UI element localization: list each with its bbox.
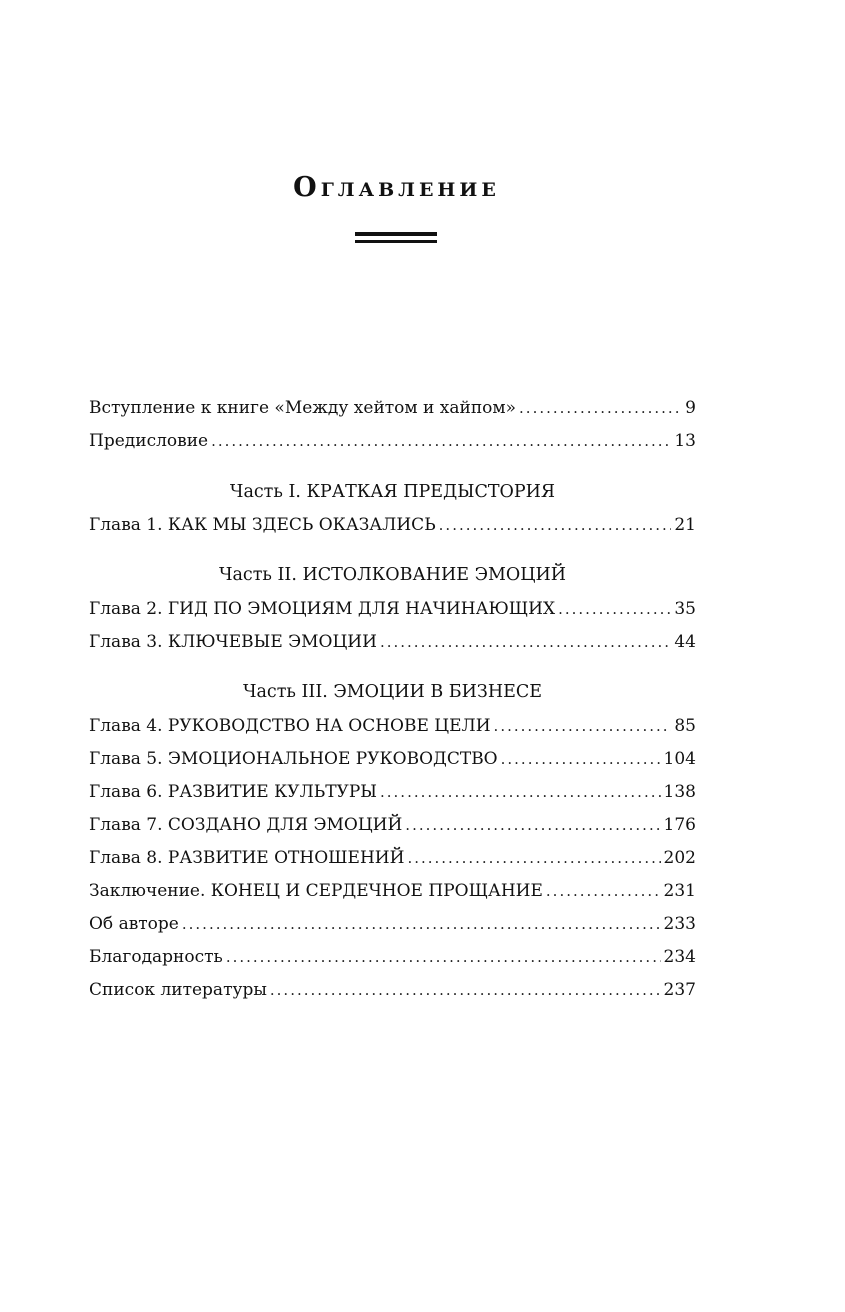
title-double-rule: [355, 232, 437, 244]
toc-entry-label: Список литературы: [89, 980, 267, 1000]
table-of-contents: [89, 392, 696, 1007]
toc-entry-bibliography[interactable]: [89, 974, 696, 1007]
toc-entry-preface[interactable]: [89, 425, 696, 458]
dot-leader: [558, 593, 671, 626]
toc-entry-page: 231: [663, 881, 696, 901]
toc-entry-page: 85: [674, 716, 696, 736]
toc-entry-label: Глава 5. ЭМОЦИОНАЛЬНОЕ РУКОВОДСТВО: [89, 749, 498, 769]
toc-entry-label: Глава 7. СОЗДАНО ДЛЯ ЭМОЦИЙ: [89, 815, 403, 835]
toc-entry-chapter-8[interactable]: [89, 842, 696, 875]
dot-leader: [501, 743, 661, 776]
toc-entry-page: 35: [674, 599, 696, 619]
title-rule-thin: [355, 240, 437, 243]
toc-entry-label: Глава 6. РАЗВИТИЕ КУЛЬТУРЫ: [89, 782, 377, 802]
dot-leader: [405, 809, 660, 842]
toc-entry-chapter-6[interactable]: [89, 776, 696, 809]
toc-entry-chapter-3[interactable]: [89, 626, 696, 659]
part-heading-2: Часть II. ИСТОЛКОВАНИЕ ЭМОЦИЙ: [218, 565, 567, 585]
dot-leader: [494, 710, 672, 743]
toc-entry-label: Глава 4. РУКОВОДСТВО НА ОСНОВЕ ЦЕЛИ: [89, 716, 491, 736]
part-heading-3: Часть III. ЭМОЦИИ В БИЗНЕСЕ: [242, 682, 543, 702]
toc-entry-page: 176: [663, 815, 696, 835]
dot-leader: [519, 392, 682, 425]
toc-entry-page: 233: [663, 914, 696, 934]
title-rule-thick: [355, 232, 437, 236]
toc-entry-acknowledgements[interactable]: [89, 941, 696, 974]
toc-entry-page: 21: [674, 515, 696, 535]
dot-leader: [182, 908, 661, 941]
toc-entry-label: Вступление к книге «Между хейтом и хайпом»: [89, 398, 517, 418]
toc-entry-page: 237: [663, 980, 696, 1000]
toc-entry-label: Глава 3. КЛЮЧЕВЫЕ ЭМОЦИИ: [89, 632, 377, 652]
toc-entry-label: Глава 2. ГИД ПО ЭМОЦИЯМ ДЛЯ НАЧИНАЮЩИХ: [89, 599, 556, 619]
toc-entry-label: Об авторе: [89, 914, 179, 934]
dot-leader: [270, 974, 661, 1007]
dot-leader: [546, 875, 661, 908]
toc-entry-about-author[interactable]: [89, 908, 696, 941]
toc-entry-page: 44: [674, 632, 696, 652]
toc-entry-chapter-4[interactable]: [89, 710, 696, 743]
dot-leader: [407, 842, 660, 875]
toc-entry-page: 13: [674, 431, 696, 451]
toc-entry-page: 234: [663, 947, 696, 967]
part-heading-1: Часть I. КРАТКАЯ ПРЕДЫСТОРИЯ: [229, 482, 556, 502]
dot-leader: [380, 776, 661, 809]
dot-leader: [226, 941, 661, 974]
toc-entry-label: Глава 1. КАК МЫ ЗДЕСЬ ОКАЗАЛИСЬ: [89, 515, 436, 535]
toc-entry-page: 9: [685, 398, 696, 418]
dot-leader: [380, 626, 671, 659]
toc-entry-page: 138: [663, 782, 696, 802]
toc-entry-label: Заключение. КОНЕЦ И СЕРДЕЧНОЕ ПРОЩАНИЕ: [89, 881, 543, 901]
toc-entry-chapter-7[interactable]: [89, 809, 696, 842]
toc-entry-chapter-5[interactable]: [89, 743, 696, 776]
toc-entry-label: Благодарность: [89, 947, 223, 967]
toc-entry-conclusion[interactable]: [89, 875, 696, 908]
page-title: Оглавление: [293, 172, 500, 203]
toc-entry-introduction[interactable]: [89, 392, 696, 425]
toc-entry-chapter-2[interactable]: [89, 593, 696, 626]
dot-leader: [439, 509, 672, 542]
toc-entry-page: 104: [663, 749, 696, 769]
toc-entry-label: Глава 8. РАЗВИТИЕ ОТНОШЕНИЙ: [89, 848, 405, 868]
dot-leader: [211, 425, 671, 458]
toc-entry-page: 202: [663, 848, 696, 868]
toc-entry-label: Предисловие: [89, 431, 209, 451]
toc-entry-chapter-1[interactable]: [89, 509, 696, 542]
